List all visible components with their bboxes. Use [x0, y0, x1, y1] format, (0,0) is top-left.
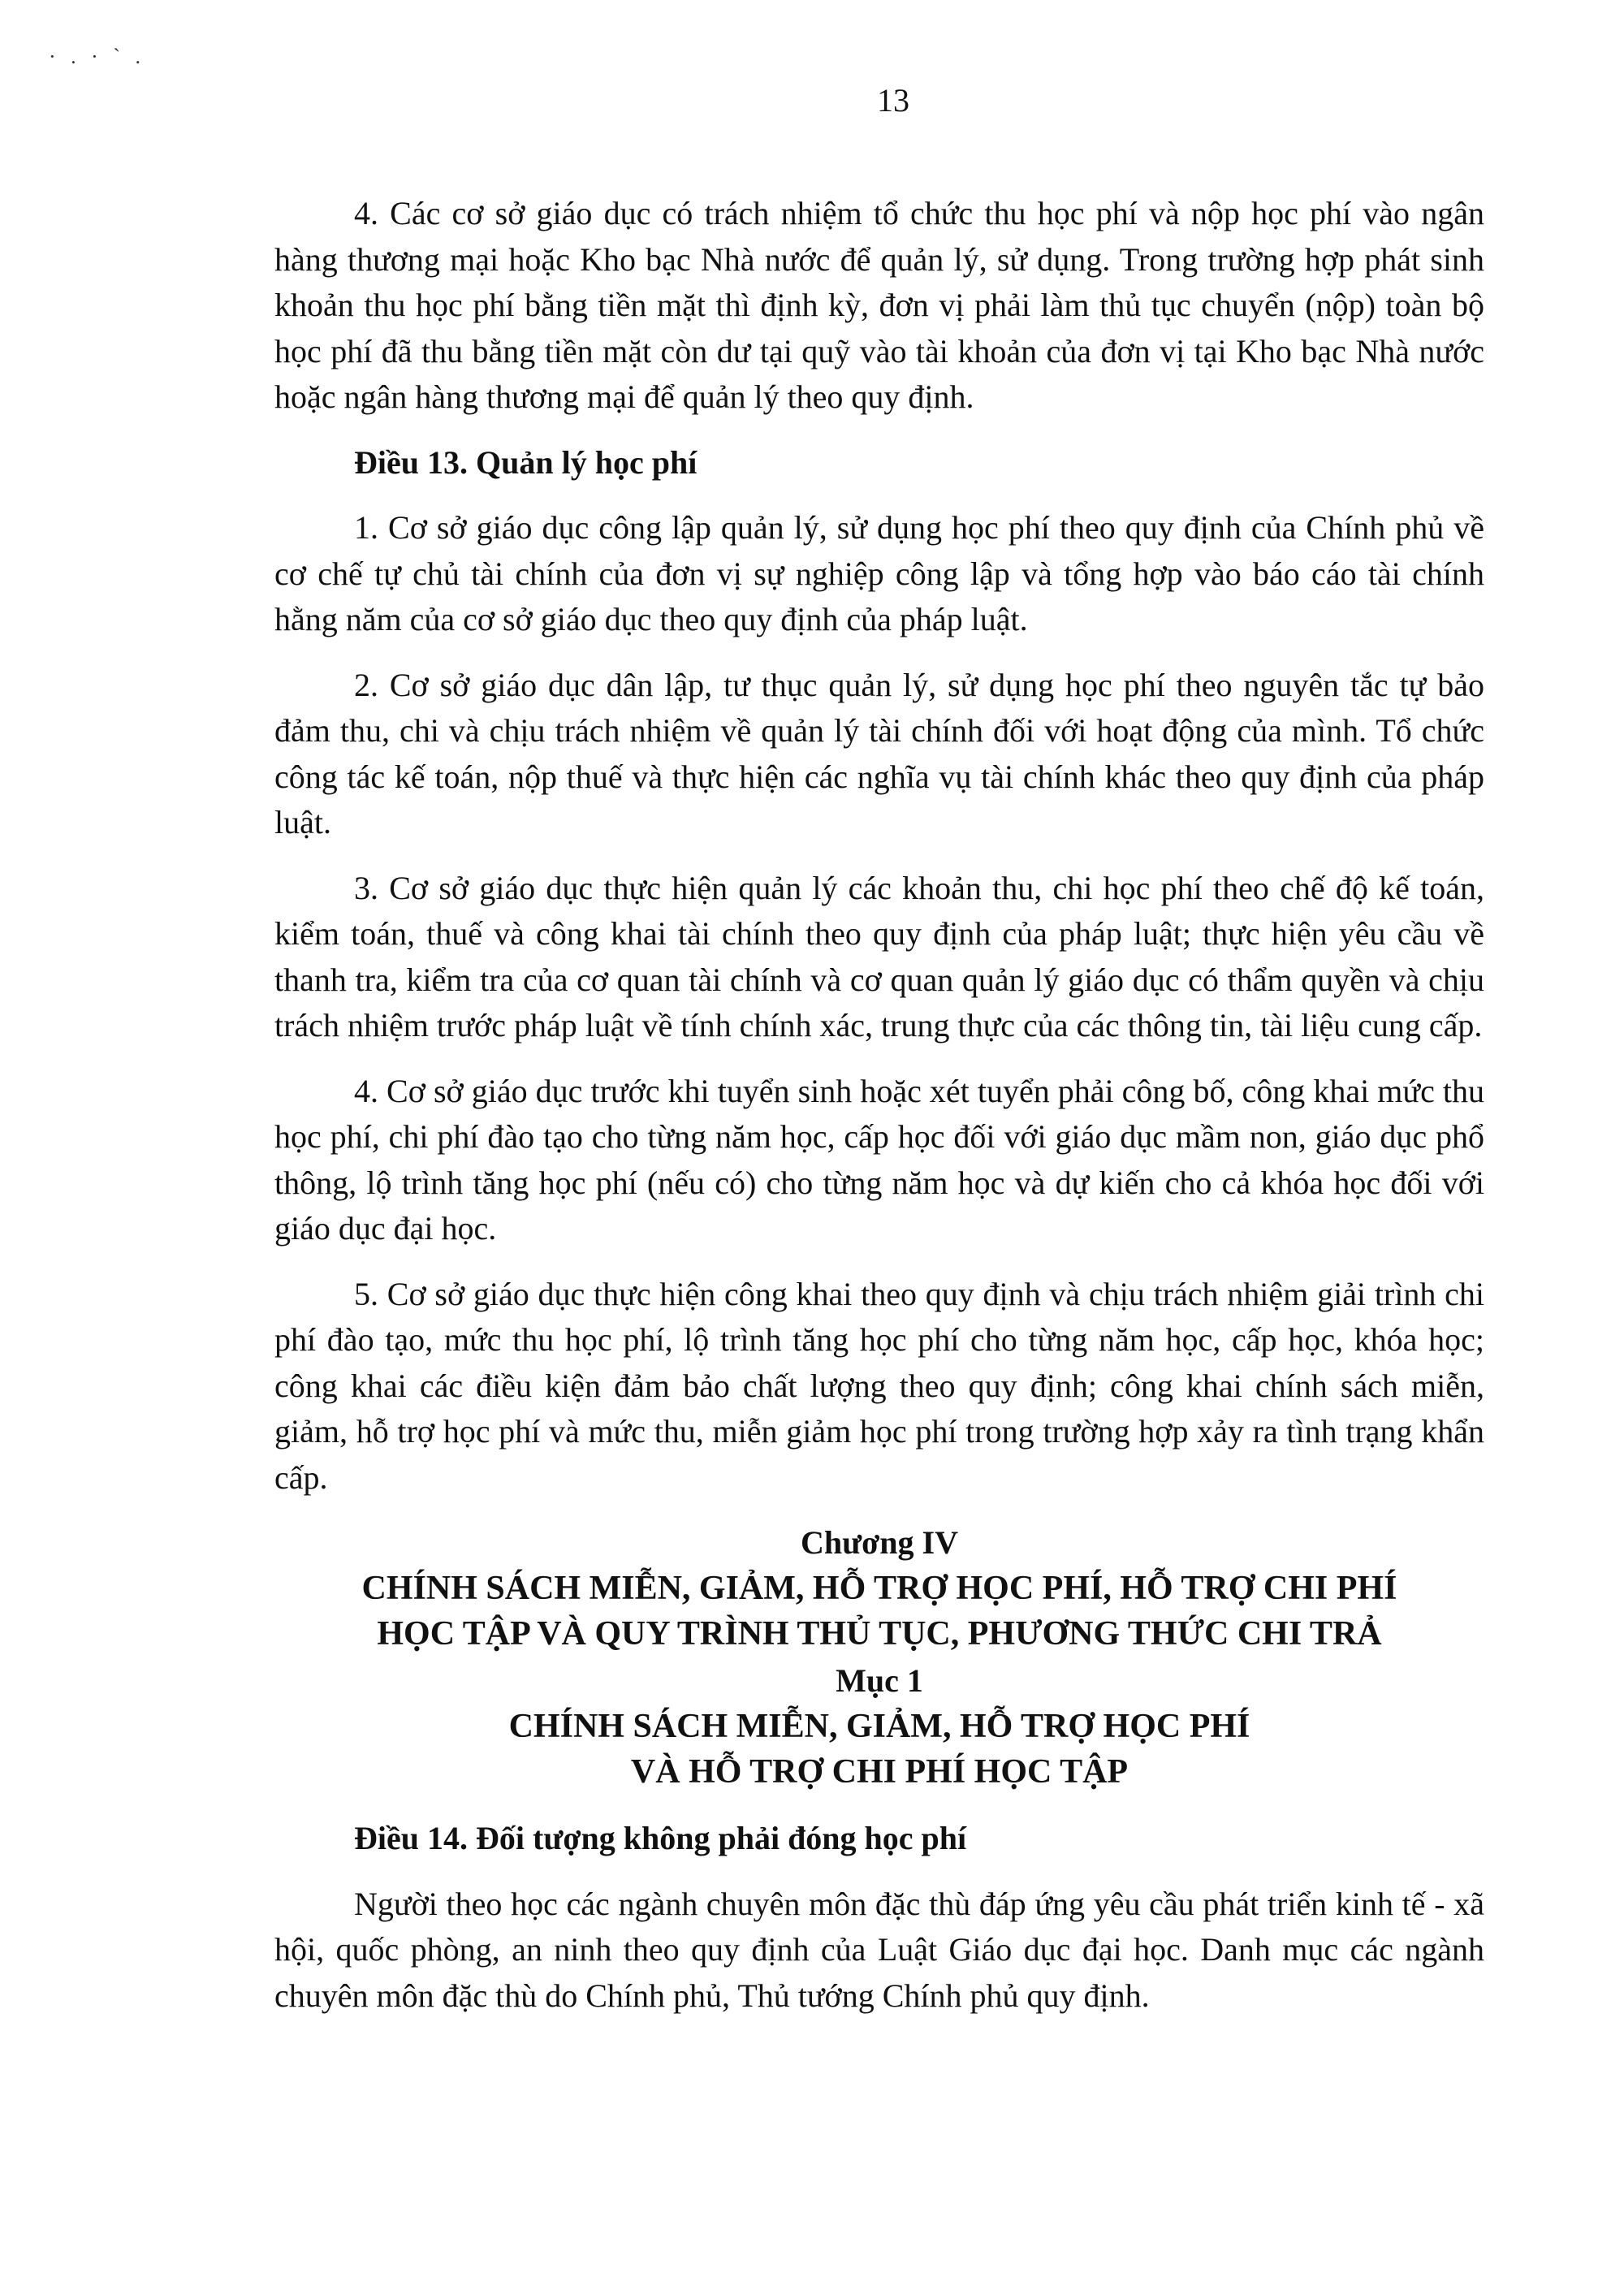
paragraph-4-previous-article: 4. Các cơ sở giáo dục có trách nhiệm tổ chức thu học phí và nộp học phí vào ngân hàng thương mại hoặc Kho bạc Nhà nước để quản lý, sử dụng. Trong trường hợp phát sinh khoản thu học phí bằng tiền mặt thì định kỳ, đơn vị phải làm thủ tục chuyển (nộp) toàn bộ học phí đã thu bằng tiền mặt còn dư tại quỹ vào tài khoản của đơn vị tại Kho bạc Nhà nước hoặc ngân hàng thương mại để quản lý theo quy định. — [274, 195, 1484, 415]
section-label: Mục 1 — [836, 1662, 923, 1699]
chapter-label: Chương IV — [801, 1524, 958, 1561]
article-13-clause-1: 1. Cơ sở giáo dục công lập quản lý, sử dụng học phí theo quy định của Chính phủ về cơ chế tự chủ tài chính của đơn vị sự nghiệp công lập và tổng hợp vào báo cáo tài chính hằng năm của cơ sở giáo dục theo quy định của pháp luật. — [274, 509, 1484, 637]
section-title-line-1: CHÍNH SÁCH MIỄN, GIẢM, HỖ TRỢ HỌC PHÍ — [508, 1708, 1250, 1745]
section-title-line-2: VÀ HỖ TRỢ CHI PHÍ HỌC TẬP — [630, 1753, 1129, 1791]
chapter-title-line-1: CHÍNH SÁCH MIỄN, GIẢM, HỖ TRỢ HỌC PHÍ, HỖ TRỢ CHI PHÍ — [361, 1570, 1397, 1607]
article-13-clause-5: 5. Cơ sở giáo dục thực hiện công khai theo quy định và chịu trách nhiệm giải trình chi phí đào tạo, mức thu học phí, lộ trình tăng học phí cho từng năm học, cấp học, khóa học; công khai các điều kiện đảm bảo chất lượng theo quy định; công khai chính sách miễn, giảm, hỗ trợ học phí và mức thu, miễn giảm học phí trong trường hợp xảy ra tình trạng khẩn cấp. — [274, 1275, 1484, 1496]
chapter-heading — [274, 1520, 1484, 1657]
scan-specks: · . · ` . — [49, 45, 145, 68]
document-body — [274, 191, 1484, 2038]
article-14-title: Điều 14. Đối tượng không phải đóng học phí — [354, 1820, 967, 1856]
article-13-clause-4: 4. Cơ sở giáo dục trước khi tuyển sinh hoặc xét tuyển phải công bố, công khai mức thu học phí, chi phí đào tạo cho từng năm học, cấp học đối với giáo dục mầm non, giáo dục phổ thông, lộ trình tăng học phí (nếu có) cho từng năm học và dự kiến cho cả khóa học đối với giáo dục đại học. — [274, 1072, 1484, 1247]
article-13-title: Điều 13. Quản lý học phí — [354, 443, 698, 481]
article-14-paragraph: Người theo học các ngành chuyên môn đặc thù đáp ứng yêu cầu phát triển kinh tế - xã hội, quốc phòng, an ninh theo quy định của Luật Giáo dục đại học. Danh mục các ngành chuyên môn đặc thù do Chính phủ, Thủ tướng Chính phủ quy định. — [274, 1885, 1484, 2014]
chapter-title-line-2: HỌC TẬP VÀ QUY TRÌNH THỦ TỤC, PHƯƠNG THỨC CHI TRẢ — [377, 1615, 1382, 1653]
section-heading — [274, 1658, 1484, 1795]
page-number: 13 — [877, 82, 909, 119]
article-13-clause-3: 3. Cơ sở giáo dục thực hiện quản lý các khoản thu, chi học phí theo chế độ kế toán, kiểm toán, thuế và công khai tài chính theo quy định của pháp luật; thực hiện yêu cầu về thanh tra, kiểm tra của cơ quan tài chính và cơ quan quản lý giáo dục có thẩm quyền và chịu trách nhiệm trước pháp luật về tính chính xác, trung thực của các thông tin, tài liệu cung cấp. — [274, 869, 1484, 1043]
article-13-clause-2: 2. Cơ sở giáo dục dân lập, tư thục quản lý, sử dụng học phí theo nguyên tắc tự bảo đảm thu, chi và chịu trách nhiệm về quản lý tài chính đối với hoạt động của mình. Tổ chức công tác kế toán, nộp thuế và thực hiện các nghĩa vụ tài chính khác theo quy định của pháp luật. — [274, 666, 1484, 840]
